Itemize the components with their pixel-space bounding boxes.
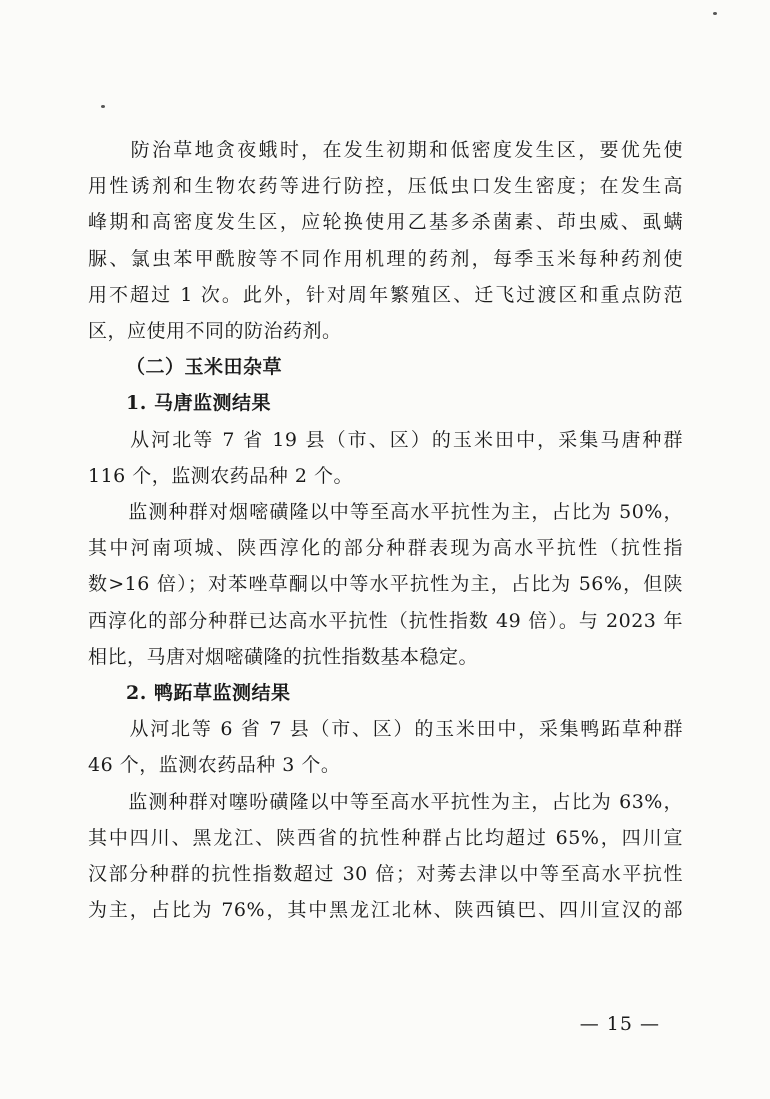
text-line: 西淳化的部分种群已达高水平抗性（抗性指数 49 倍）。与 2023 年 [88, 609, 683, 632]
text-line: 相比，马唐对烟嘧磺隆的抗性指数基本稳定。 [88, 645, 479, 668]
page-number: — 15 — [579, 1013, 660, 1035]
scan-speck [101, 105, 105, 108]
text-line: 为主，占比为 76%，其中黑龙江北林、陕西镇巴、四川宣汉的部 [88, 899, 683, 922]
text-line: 从河北等 6 省 7 县（市、区）的玉米田中，采集鸭跖草种群 [88, 718, 683, 741]
text-line: 监测种群对烟嘧磺隆以中等至高水平抗性为主，占比为 50%， [88, 501, 683, 524]
text-line: 用性诱剂和生物农药等进行防控，压低虫口发生密度；在发生高 [88, 175, 683, 198]
paragraph [88, 422, 683, 494]
text-line: 峰期和高密度发生区，应轮换使用乙基多杀菌素、茚虫威、虱螨 [88, 211, 683, 234]
text-line: 汉部分种群的抗性指数超过 30 倍；对莠去津以中等至高水平抗性 [88, 863, 683, 886]
paragraph [88, 132, 683, 349]
paragraph [88, 494, 683, 675]
text-line: 监测种群对噻吩磺隆以中等至高水平抗性为主，占比为 63%， [88, 790, 683, 813]
document-body [88, 132, 683, 928]
text-line: 116 个，监测农药品种 2 个。 [88, 464, 353, 487]
text-line: 防治草地贪夜蛾时，在发生初期和低密度发生区，要优先使 [88, 139, 683, 161]
subsection-heading: 1. 马唐监测结果 [126, 392, 271, 415]
subsection-heading: 2. 鸭跖草监测结果 [126, 682, 291, 705]
text-line: 从河北等 7 省 19 县（市、区）的玉米田中，采集马唐种群 [88, 428, 683, 451]
text-line: 脲、氯虫苯甲酰胺等不同作用机理的药剂，每季玉米每种药剂使 [88, 247, 683, 270]
scan-speck [713, 12, 717, 15]
text-line: 区，应使用不同的防治药剂。 [88, 320, 342, 343]
paragraph [88, 784, 683, 929]
text-line: 46 个，监测农药品种 3 个。 [88, 754, 341, 777]
paragraph [88, 711, 683, 783]
text-line: 其中四川、黑龙江、陕西省的抗性种群占比均超过 65%，四川宣 [88, 826, 683, 849]
text-line: 其中河南项城、陕西淳化的部分种群表现为高水平抗性（抗性指 [88, 537, 683, 560]
text-line: 数>16 倍）；对苯唑草酮以中等水平抗性为主，占比为 56%，但陕 [88, 573, 683, 596]
text-line: 用不超过 1 次。此外，针对周年繁殖区、迁飞过渡区和重点防范 [88, 283, 683, 306]
section-heading: （二）玉米田杂草 [126, 356, 283, 379]
